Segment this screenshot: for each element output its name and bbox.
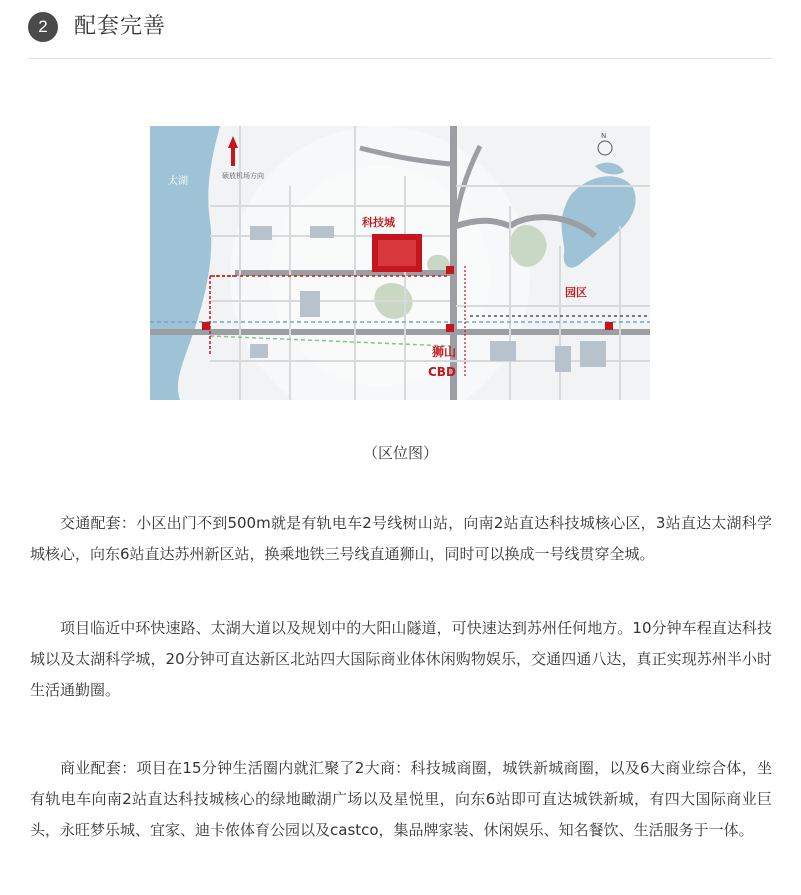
paragraph-commerce: 商业配套：项目在15分钟生活圈内就汇聚了2大商：科技城商圈，城铁新城商圈，以及6大商业综合体，坐有轨电车向南2站直达科技城核心的绿地瞰湖广场以及星悦里，向东6站即可直达城铁新城，有四大国际商业巨头，永旺梦乐城、宜家、迪卡侬体育公园以及castco，集品牌家装、休闲娱乐、知名餐饮、生活服务于一体。 (30, 759, 772, 839)
map-label-lake: 太湖 (168, 176, 188, 187)
section-divider (28, 58, 773, 59)
section-number-badge: 2 (28, 12, 58, 42)
map-label-direction: 硕放机场方向 (222, 172, 264, 180)
map-label-tech-city: 科技城 (362, 216, 395, 229)
map-caption: （区位图） (362, 444, 438, 462)
paragraph-transport: 交通配套：小区出门不到500m就是有轨电车2号线树山站，向南2站直达科技城核心区，3站直达太湖科学城核心，向东6站直达苏州新区站，换乘地铁三号线直通狮山，同时可以换成一号线贯穿全城。 (30, 514, 772, 563)
map-label-north: N (601, 132, 607, 140)
section-title: 配套完善 (74, 14, 167, 39)
paragraph-roads: 项目临近中环快速路、太湖大道以及规划中的大阳山隧道，可快速达到苏州任何地方。10分钟车程直达科技城以及太湖科学城，20分钟可直达新区北站四大国际商业体休闲购物娱乐，交通四通八达，真正实现苏州半小时生活通勤圈。 (30, 619, 772, 699)
map-label-park: 园区 (565, 286, 587, 299)
map-label-shishan: 狮山 (432, 345, 457, 359)
location-map-image (150, 126, 650, 400)
map-label-cbd: CBD (428, 365, 456, 379)
section-header (28, 6, 773, 58)
